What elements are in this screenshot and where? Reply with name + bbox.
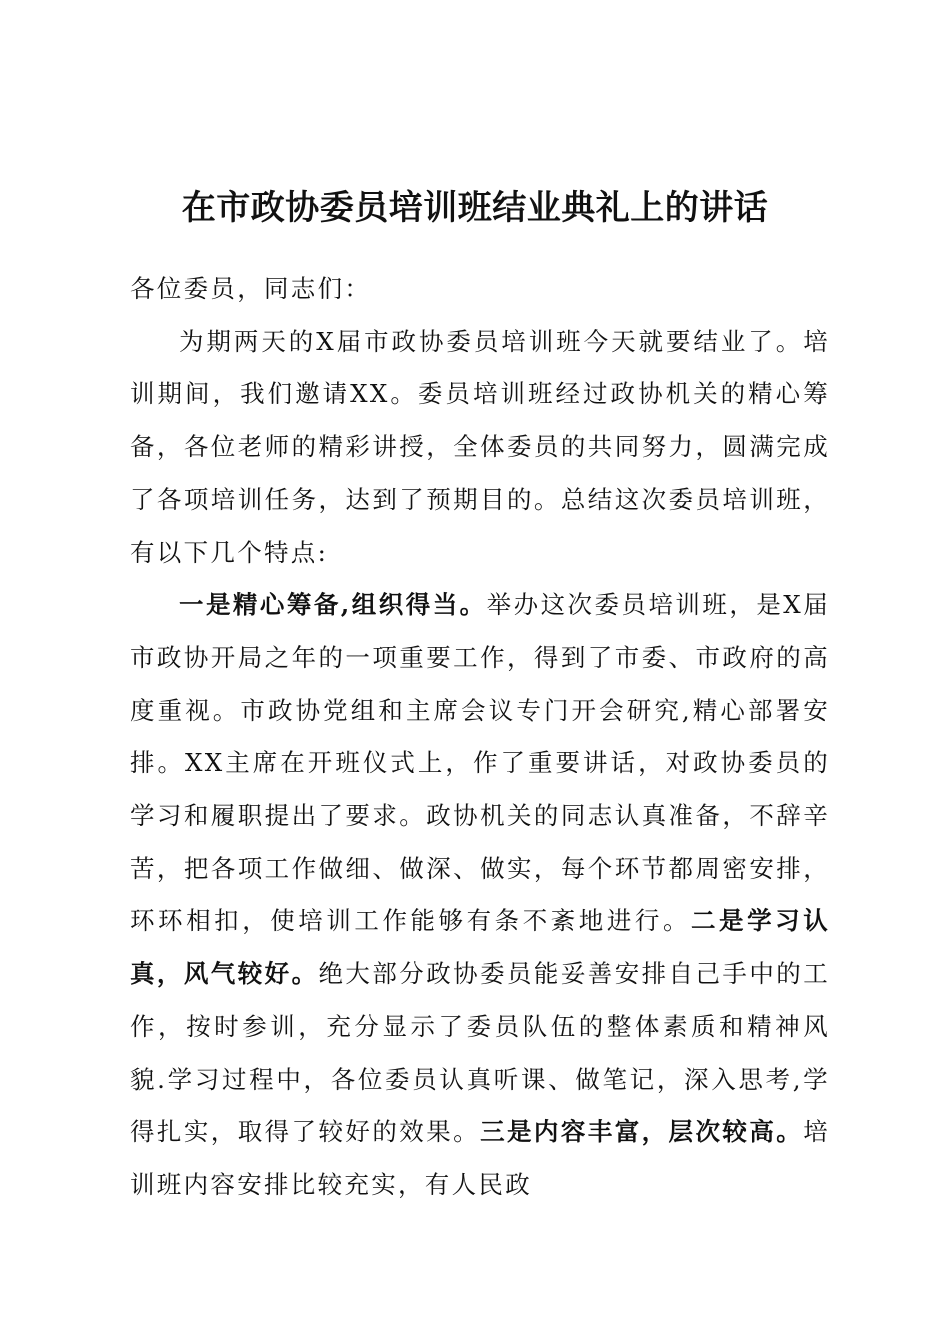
point3-text: 培训班内容安排比较充实，有人民政 [130,1117,830,1199]
document-body [130,263,830,1212]
intro-paragraph: 为期两天的X届市政协委员培训班今天就要结业了。培训期间，我们邀请XX。委员培训班经过政协机关的精心筹备，各位老师的精彩讲授，全体委员的共同努力，圆满完成了各项培训任务，达到了预期目的。总结这次委员培训班，有以下几个特点: [130,326,830,567]
point1-heading: 一是精心筹备,组织得当。 [179,590,487,620]
point2-text: 绝大部分政协委员能妥善安排自己手中的工作，按时参训，充分显示了委员队伍的整体素质和精神风貌.学习过程中，各位委员认真听课、做笔记，深入思考,学得扎实，取得了较好的效果。 [130,959,830,1147]
points-paragraph [130,579,830,1211]
point3-heading: 三是内容丰富，层次较高。 [480,1117,804,1147]
document-title: 在市政协委员培训班结业典礼上的讲话 [181,188,769,228]
salutation: 各位委员，同志们： [130,274,372,303]
point1-text: 举办这次委员培训班，是X届市政协开局之年的一项重要工作，得到了市委、市政府的高度重视。市政协党组和主席会议专门开会研究,精心部署安排。XX主席在开班仪式上，作了重要讲话，对政协委员的学习和履职提出了要求。政协机关的同志认真准备，不辞辛苦，把各项工作做细、做深、做实，每个环节都周密安排，环环相扣，使培训工作能够有条不紊地进行。 [130,590,830,936]
point2-heading: 二是学习认真，风气较好。 [130,906,830,989]
